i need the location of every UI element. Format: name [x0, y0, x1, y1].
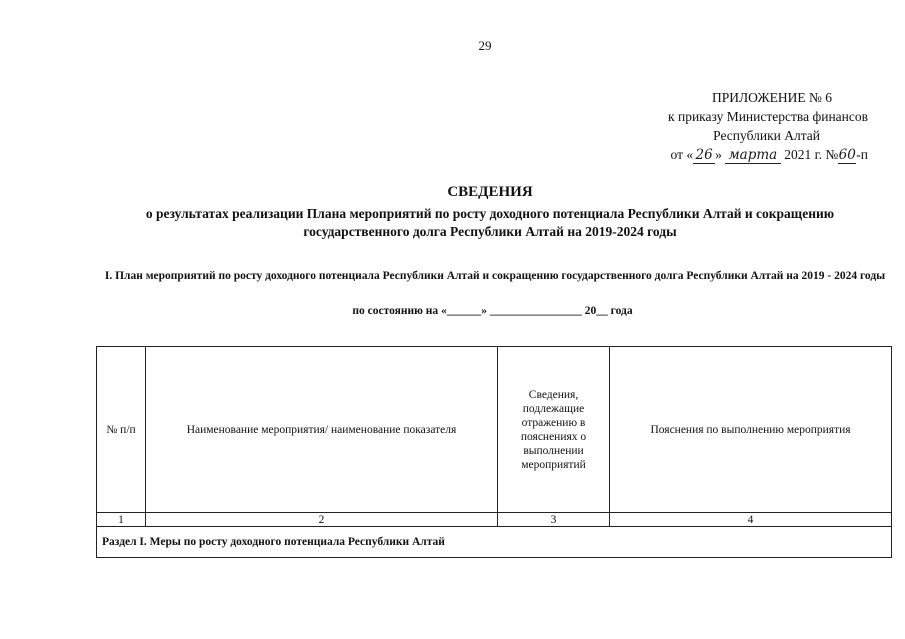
page-number: 29: [478, 38, 492, 53]
document-title: СВЕДЕНИЯ: [447, 184, 533, 200]
table-header-row: [97, 347, 892, 513]
appendix-region: Республики Алтай: [713, 128, 820, 143]
column-number: 2: [146, 513, 498, 527]
handwritten-month: марта: [725, 148, 781, 164]
appendix-order-reference: к приказу Министерства финансов: [668, 109, 868, 124]
order-suffix: -п: [856, 147, 868, 162]
document-subtitle: о результатах реализации Плана мероприятий по росту доходного потенциала Республики Алтай и сокращению государственного долга Республики Алтай на 2019-2024 годы: [145, 206, 835, 239]
appendix-block: [608, 88, 868, 164]
table-section-row: [97, 527, 892, 558]
header-info-to-report: Сведения, подлежащие отражению в пояснениях о выполнении мероприятий: [498, 347, 610, 513]
status-date-line: по состоянию на «______» ________________ 20__ года: [352, 305, 633, 317]
handwritten-day: 26: [693, 148, 715, 164]
column-number: 4: [610, 513, 892, 527]
appendix-title: ПРИЛОЖЕНИЕ № 6: [711, 90, 832, 105]
header-row-number: № п/п: [97, 347, 146, 513]
section-row-label: Раздел I. Меры по росту доходного потенциала Республики Алтай: [97, 527, 892, 558]
column-number: 3: [498, 513, 610, 527]
header-explanations: Пояснения по выполнению мероприятия: [610, 347, 892, 513]
column-number-row: [97, 513, 892, 527]
date-prefix: от «: [670, 147, 694, 162]
column-number: 1: [97, 513, 146, 527]
appendix-date-line: [608, 145, 868, 164]
section-heading: I. План мероприятий по росту доходного потенциала Республики Алтай и сокращению государственного долга Республики Алтай на 2019 - 2024 годы: [104, 270, 886, 282]
date-year: 2021 г. №: [784, 147, 839, 162]
date-mid: »: [715, 147, 722, 162]
header-measure-name: Наименование мероприятия/ наименование показателя: [146, 347, 498, 513]
report-table: [96, 346, 892, 558]
handwritten-order-number: 60: [838, 147, 856, 163]
